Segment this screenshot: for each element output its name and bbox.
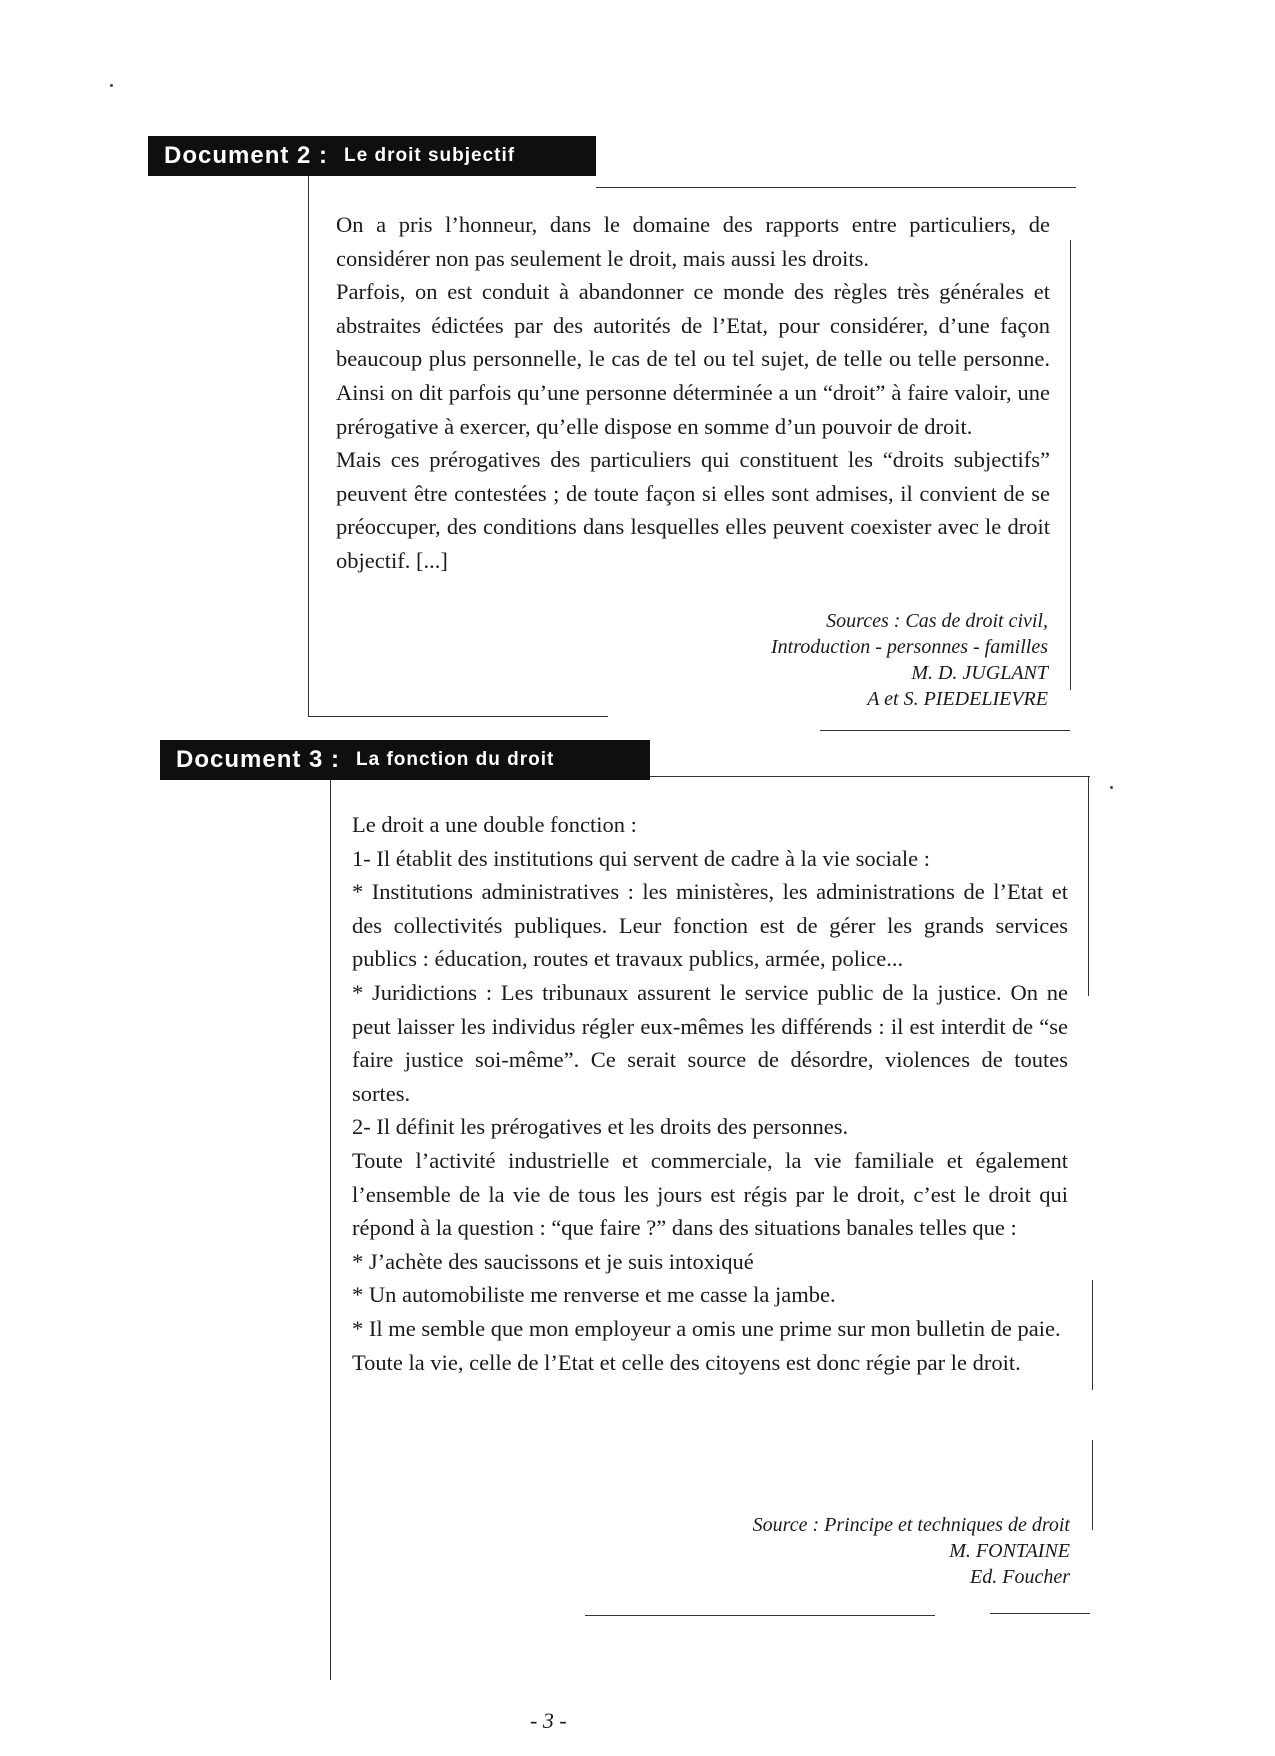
document-2-right-rule xyxy=(1070,240,1071,690)
source-line: Introduction - personnes - familles xyxy=(770,636,1048,658)
document-3-heading xyxy=(160,740,650,780)
document-2-source xyxy=(640,608,1048,712)
document-2-paragraph: Parfois, on est conduit à abandonner ce monde des règles très générales et abstraites édictées par des autorités de l’Etat, pour considérer, d’une façon beaucoup plus personnelle, le cas de tel ou tel sujet, de telle ou telle personne. Ainsi on dit parfois qu’une personne déterminée a un “droit” à faire valoir, une prérogative à exercer, qu’elle dispose en somme d’un pouvoir de droit. xyxy=(336,279,1050,439)
source-line: Sources : Cas de droit civil, xyxy=(826,610,1048,632)
document-3-source xyxy=(640,1512,1070,1590)
document-2-title: Le droit subjectif xyxy=(344,145,516,166)
document-3-paragraph: * Institutions administratives : les ministères, les administrations de l’Etat et des collectivités publiques. Leur fonction est de gérer les grands services publics : éducation, routes et travaux publics, armée, police... xyxy=(352,879,1068,972)
document-2-top-rule xyxy=(596,187,1076,188)
document-2-bottom-rule xyxy=(820,730,1070,731)
document-2-heading xyxy=(148,136,596,176)
source-line: Source : Principe et techniques de droit xyxy=(752,1514,1070,1536)
document-3-bottom-rule xyxy=(990,1613,1090,1614)
source-line: A et S. PIEDELIEVRE xyxy=(867,688,1048,710)
document-2-bottom-rule xyxy=(308,716,608,717)
document-3-paragraph: * Un automobiliste me renverse et me casse la jambe. xyxy=(352,1282,836,1308)
document-2-label: Document 2 : xyxy=(164,142,329,169)
scan-speck xyxy=(1110,786,1113,789)
document-3-left-rule xyxy=(330,780,331,1680)
document-3-paragraph: * Il me semble que mon employeur a omis une prime sur mon bulletin de paie. xyxy=(352,1315,1061,1341)
scan-speck xyxy=(110,84,113,87)
document-3-paragraph: * J’achète des saucissons et je suis intoxiqué xyxy=(352,1248,754,1274)
document-3-paragraph: Toute la vie, celle de l’Etat et celle des citoyens est donc régie par le droit. xyxy=(352,1349,1021,1375)
document-2-paragraph: On a pris l’honneur, dans le domaine des rapports entre particuliers, de considérer non pas seulement le droit, mais aussi les droits. xyxy=(336,212,1050,271)
document-3-title: La fonction du droit xyxy=(356,749,555,770)
document-3-body xyxy=(352,808,1068,1379)
document-3-top-rule xyxy=(650,776,1090,777)
document-3-label: Document 3 : xyxy=(176,746,341,773)
document-3-paragraph: Le droit a une double fonction : xyxy=(352,812,637,837)
document-3-right-rule xyxy=(1092,1280,1093,1390)
source-line: Ed. Foucher xyxy=(970,1566,1070,1588)
document-3-paragraph: 2- Il définit les prérogatives et les droits des personnes. xyxy=(352,1114,849,1140)
document-3-paragraph: 1- Il établit des institutions qui servent de cadre à la vie sociale : xyxy=(352,845,930,871)
document-3-paragraph: * Juridictions : Les tribunaux assurent le service public de la justice. On ne peut laisser les individus régler eux-mêmes les différends : il est interdit de “se faire justice soi-même”. Ce serait source de désordre, violences de toutes sortes. xyxy=(352,979,1068,1106)
source-line: M. FONTAINE xyxy=(949,1540,1070,1562)
page-number: - 3 - xyxy=(530,1708,567,1733)
document-2-left-rule xyxy=(308,176,309,716)
document-3-right-rule xyxy=(1088,776,1089,996)
document-3-bottom-rule xyxy=(585,1615,935,1616)
source-line: M. D. JUGLANT xyxy=(911,662,1048,684)
document-2-body xyxy=(336,208,1050,578)
document-2-paragraph: Mais ces prérogatives des particuliers qui constituent les “droits subjectifs” peuvent être contestées ; de toute façon si elles sont admises, il convient de se préoccuper, des conditions dans lesquelles elles peuvent coexister avec le droit objectif. [...] xyxy=(336,447,1050,573)
document-3-paragraph: Toute l’activité industrielle et commerciale, la vie familiale et également l’ensemble de la vie de tous les jours est régis par le droit, c’est le droit qui répond à la question : “que faire ?” dans des situations banales telles que : xyxy=(352,1147,1068,1241)
document-3-right-rule xyxy=(1092,1440,1093,1530)
